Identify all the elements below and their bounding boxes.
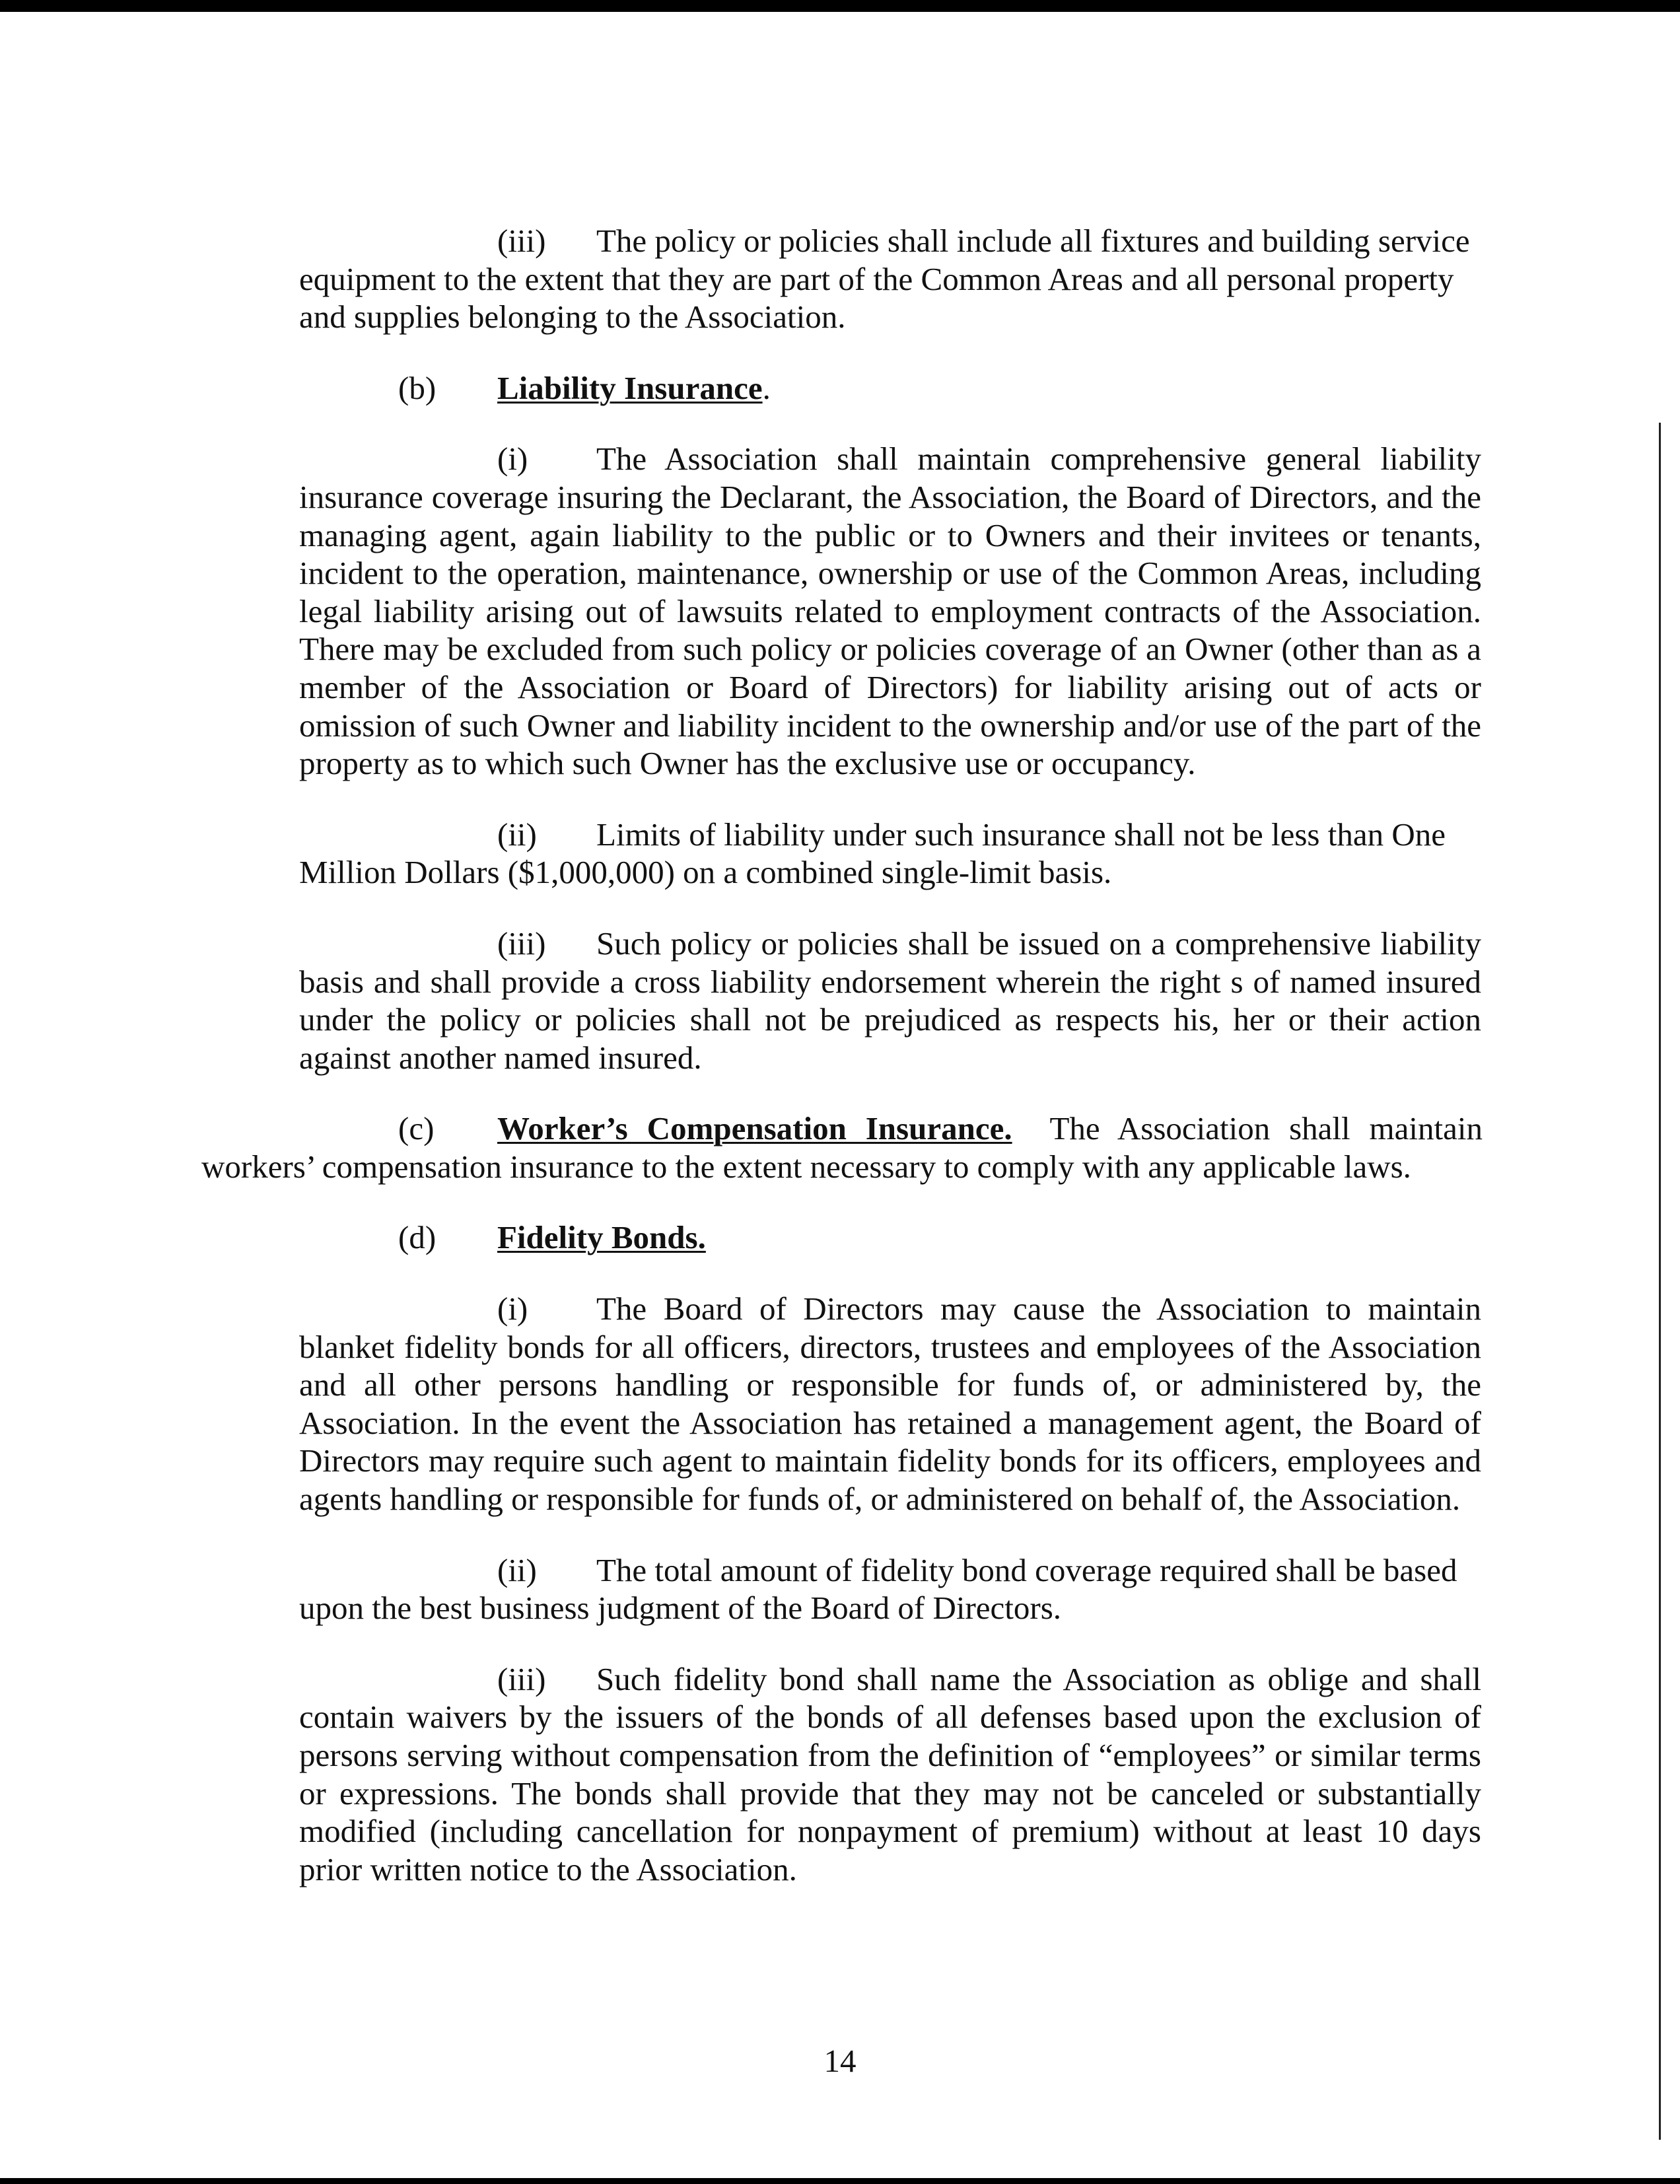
paragraph-text: The Board of Directors may cause the Association to maintain blanket fidelity bonds for all officers, directors, trustees and employees of the Association and all other persons handling or responsible for funds of, or administered by, the Association. In the event the Association has retained a management agent, the Board of Directors may require such agent to maintain fidelity bonds for its officers, employees and agents handling or responsible for funds of, or administered on behalf of, the Association. [299,1290,1481,1518]
section-c [201,1110,1483,1185]
section-label: (b) [398,369,437,406]
item-label: (iii) [497,223,546,259]
paragraph-b-i [299,440,1481,782]
section-b-heading [299,369,1481,407]
paragraph-text: The total amount of fidelity bond coverage required shall be based upon the best business judgment of the Board of Directors. [299,1551,1457,1627]
paragraph-text: Such fidelity bond shall name the Association as oblige and shall contain waivers by the issuers of the bonds of all defenses based upon the exclusion of persons serving without compensation from the definition of “employees” or similar terms or expressions. The bonds shall provide that they may not be canceled or substantially modified (including cancellation for nonpayment of premium) without at least 10 days prior written notice to the Association. [299,1660,1481,1887]
scan-border-bottom [0,2178,1680,2184]
paragraph-text: Limits of liability under such insurance shall not be less than One Million Dollars ($1,000,000) on a combined single-limit basis. [299,816,1446,891]
section-title: Fidelity Bonds. [497,1219,706,1256]
paragraph-text: The Association shall maintain workers’ compensation insurance to the extent necessary to comply with any applicable laws. [201,1110,1483,1185]
item-label: (i) [497,1290,528,1327]
section-label: (d) [398,1219,437,1256]
document-body [201,222,1483,1921]
paragraph-text: Such policy or policies shall be issued on a comprehensive liability basis and shall provide a cross liability endorsement wherein the right s of named insured under the policy or policies shall not be prejudiced as respects his, her or their action against another named insured. [299,925,1481,1076]
paragraph-text: The policy or policies shall include all fixtures and building service equipment to the extent that they are part of the Common Areas and all personal property and supplies belonging to the Association. [299,223,1470,335]
paragraph-d-iii [299,1660,1481,1889]
page-number: 14 [823,2043,857,2079]
section-title: Worker’s Compensation Insurance. [497,1110,1012,1147]
section-label: (c) [398,1110,435,1147]
paragraph-d-i [299,1290,1481,1518]
paragraph-b-iii [299,925,1481,1076]
section-title: Liability Insurance [497,369,763,406]
section-d-heading [299,1218,1481,1257]
paragraph-d-ii [299,1551,1481,1627]
paragraph-a-iii [299,222,1481,336]
item-label: (iii) [497,925,546,962]
item-label: (ii) [497,816,537,853]
paragraph-text: The Association shall maintain comprehensive general liability insurance coverage insuring the Declarant, the Association, the Board of Directors, and the managing agent, again liability to the public or to Owners and their invitees or tenants, incident to the operation, maintenance, ownership or use of the Common Areas, including legal liability arising out of lawsuits related to employment contracts of the Association. There may be excluded from such policy or policies coverage of an Owner (other than as a member of the Association or Board of Directors) for liability arising out of acts or omission of such Owner and liability incident to the ownership and/or use of the part of the property as to which such Owner has the exclusive use or occupancy. [299,440,1481,782]
item-label: (i) [497,440,528,477]
section-title-suffix: . [762,369,771,406]
scan-border-right [1659,423,1661,2140]
scan-border-top [0,0,1680,12]
paragraph-b-ii [299,816,1481,892]
item-label: (iii) [497,1660,546,1697]
item-label: (ii) [497,1551,537,1588]
